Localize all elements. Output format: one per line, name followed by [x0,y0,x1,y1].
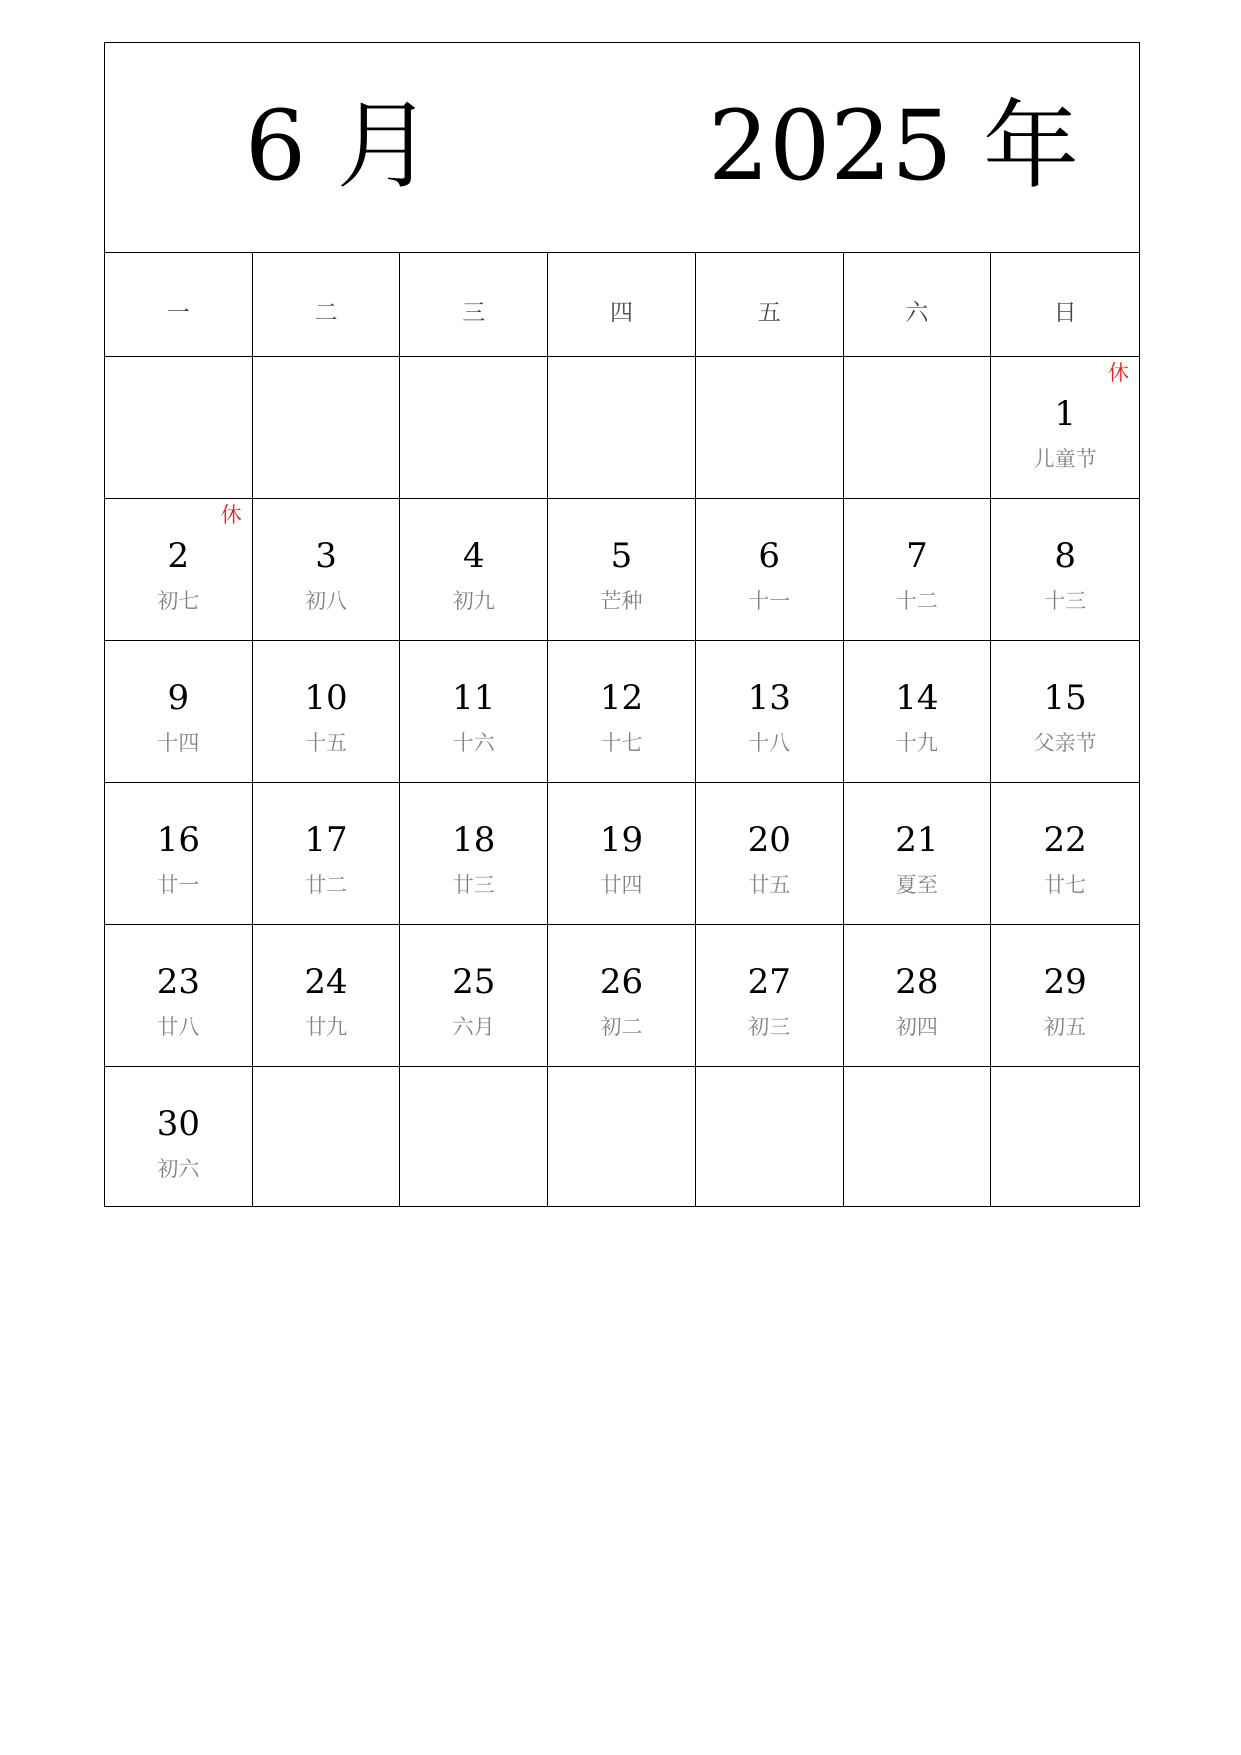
day-cell [696,641,844,783]
empty-day-cell [696,357,844,499]
weekday-label: 日 [991,253,1139,357]
lunar-date: 初二 [600,1015,643,1039]
day-cell [105,783,253,925]
lunar-date: 初五 [1044,1015,1087,1039]
day-number: 16 [156,820,200,860]
day-number: 7 [906,536,928,576]
day-cell [253,925,401,1067]
day-number: 12 [599,678,644,718]
day-cell [844,925,992,1067]
day-grid [105,357,1139,1206]
lunar-date: 父亲节 [1033,731,1097,755]
day-number: 22 [1043,820,1087,860]
lunar-date: 儿童节 [1033,447,1097,471]
day-cell [105,925,253,1067]
lunar-date: 廿九 [305,1015,348,1039]
lunar-date: 夏至 [895,873,938,897]
day-cell [696,925,844,1067]
calendar-header [105,43,1139,253]
day-number: 23 [156,962,200,1002]
empty-day-cell [400,357,548,499]
day-number: 25 [452,962,496,1002]
weekday-label: 六 [844,253,992,357]
day-number: 30 [156,1104,200,1144]
day-number: 18 [452,820,496,860]
holiday-badge: 休 [220,503,242,527]
lunar-date: 十七 [600,731,643,755]
day-cell [991,499,1139,641]
lunar-date: 十五 [305,731,348,755]
day-cell [400,925,548,1067]
day-number: 29 [1043,962,1087,1002]
day-number: 2 [167,536,190,576]
lunar-date: 十一 [748,589,791,613]
day-number: 6 [758,536,781,576]
lunar-date: 廿七 [1044,873,1087,897]
day-number: 11 [452,678,496,718]
day-cell [400,783,548,925]
lunar-date: 十四 [157,731,200,755]
weekday-label: 二 [253,253,401,357]
lunar-date: 廿八 [157,1015,200,1039]
lunar-date: 十三 [1044,589,1087,613]
lunar-date: 六月 [452,1015,495,1039]
day-number: 1 [1054,394,1076,434]
month-title: 6 月 [245,90,433,202]
weekday-label: 四 [548,253,696,357]
day-number: 17 [304,820,348,860]
day-cell [400,641,548,783]
lunar-date: 十八 [748,731,791,755]
lunar-date: 十九 [895,731,938,755]
lunar-date: 廿二 [305,873,348,897]
day-cell [105,641,253,783]
lunar-date: 十六 [452,731,495,755]
day-number: 14 [895,678,939,718]
weekday-label: 一 [105,253,253,357]
day-cell [400,499,548,641]
lunar-date: 初七 [157,589,200,613]
day-number: 26 [599,962,644,1002]
lunar-date: 初四 [895,1015,938,1039]
day-number: 4 [462,536,485,576]
lunar-date: 十二 [895,589,938,613]
day-cell [548,783,696,925]
lunar-date: 初三 [748,1015,791,1039]
day-cell [696,499,844,641]
empty-day-cell [400,1067,548,1206]
empty-day-cell [548,1067,696,1206]
day-cell [991,925,1139,1067]
day-cell [105,1067,253,1206]
empty-day-cell [253,357,401,499]
day-cell [253,499,401,641]
day-cell [844,641,992,783]
empty-day-cell [844,1067,992,1206]
lunar-date: 廿五 [748,873,791,897]
day-number: 20 [747,820,791,860]
empty-day-cell [548,357,696,499]
day-cell [844,499,992,641]
day-number: 21 [895,820,939,860]
empty-day-cell [253,1067,401,1206]
holiday-badge: 休 [1107,361,1129,385]
day-cell [253,641,401,783]
empty-day-cell [105,357,253,499]
day-number: 9 [167,678,190,718]
day-cell [991,783,1139,925]
empty-day-cell [844,357,992,499]
year-title: 2025 年 [708,90,1079,202]
day-number: 15 [1043,678,1087,718]
lunar-date: 初八 [305,589,348,613]
lunar-date: 初六 [157,1157,200,1181]
day-cell [253,783,401,925]
weekday-label: 三 [400,253,548,357]
day-number: 10 [304,678,348,718]
day-number: 13 [747,678,791,718]
day-number: 28 [895,962,939,1002]
lunar-date: 廿一 [157,873,200,897]
day-cell [844,783,992,925]
day-cell [696,783,844,925]
lunar-date: 廿三 [452,873,495,897]
day-cell [548,641,696,783]
day-number: 27 [747,962,791,1002]
calendar [104,42,1140,1207]
day-number: 24 [304,962,348,1002]
day-cell [991,641,1139,783]
weekday-header-row [105,253,1139,357]
day-number: 19 [599,820,644,860]
day-cell [548,499,696,641]
lunar-date: 初九 [452,589,495,613]
weekday-label: 五 [696,253,844,357]
lunar-date: 芒种 [600,589,643,613]
day-cell [991,357,1139,499]
day-cell [105,499,253,641]
day-cell [548,925,696,1067]
empty-day-cell [696,1067,844,1206]
day-number: 5 [610,536,633,576]
lunar-date: 廿四 [600,873,643,897]
day-number: 3 [315,536,337,576]
empty-day-cell [991,1067,1139,1206]
day-number: 8 [1054,536,1076,576]
